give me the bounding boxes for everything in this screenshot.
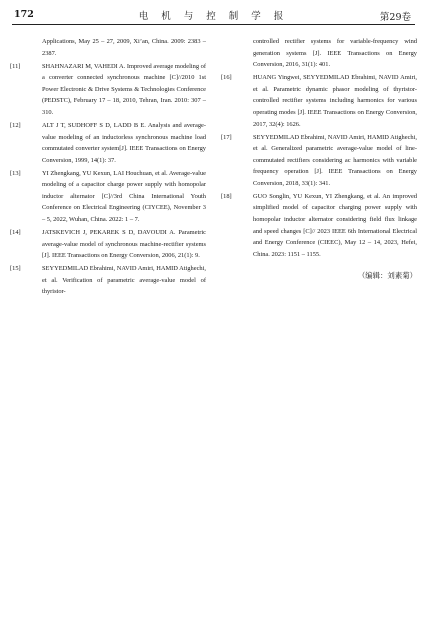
reference-number: [11] [10, 62, 21, 70]
page-header [0, 0, 427, 26]
reference-item [221, 191, 417, 261]
editor-credit: （编辑：刘素菊） [357, 271, 417, 281]
header-rule [12, 24, 415, 25]
reference-item [221, 132, 417, 190]
reference-item [10, 227, 206, 262]
reference-text: HUANG Yingwei, SEYYEDMILAD Ebrahimi, NAVID Amiri, et al. Parametric dynamic phasor modeling of thyristor-controlled rectifier systems including harmonics for various operating modes [J]. IEEE Transactions on Energy Conversion, 2017, 32(4): 1626. [253, 74, 417, 128]
reference-text: ALT J T, SUDHOFF S D, LADD B E. Analysis and average-value modeling of an inductorless synchronous machine load commutated converter system[J]. IEEE Transactions on Energy Conversion, 1999, 14(1): 37. [42, 121, 206, 164]
reference-number: [18] [221, 192, 232, 200]
reference-text: JATSKEVICH J, PEKAREK S D, DAVOUDI A. Parametric average-value model of synchronous machine-rectifier systems [J]. IEEE Transactions on Energy Conversion, 2006, 21(1): 9. [42, 229, 206, 260]
reference-continuation: Applications, May 25 – 27, 2009, Xi’an, China. 2009: 2383 – 2387. [42, 38, 206, 57]
reference-text: SEYYEDMILAD Ebrahimi, NAVID Amiri, HAMID Atighechi, et al. Verification of parametric average-value model of thyristor- [42, 265, 206, 296]
reference-number: [12] [10, 121, 21, 129]
journal-title: 电 机 与 控 制 学 报 [138, 11, 289, 22]
reference-item [10, 61, 206, 119]
reference-text: SHAHNAZARI M, VAHEDI A. Improved average modeling of a converter connected synchronous machine [C]//2010 1st Power Electronic & Drive Systems & Technologies Conference (PEDSTC), February 17 – 18, 2010, Tehran, Iran. 2010: 307 – 310. [42, 62, 206, 116]
reference-number: [17] [221, 133, 232, 141]
reference-text: SEYYEDMILAD Ebrahimi, NAVID Amiri, HAMID Atighechi, et al. Generalized parametric average-value model of line-commutated rectifiers considering ac harmonics with variable frequency operation [J]. IEEE Transactions on Energy Conversion, 2018, 33(1): 341. [253, 133, 417, 187]
reference-number: [16] [221, 74, 232, 82]
left-reference-column [10, 36, 206, 299]
page-number: 172 [14, 9, 34, 20]
reference-item [221, 72, 417, 130]
reference-text: YI Zhengkang, YU Kexun, LAI Houchuan, et al. Average-value modeling of a capacitor charge power supply with homopolar inductor alternator [C]//3rd China International Youth Conference on Electrical Engineering (CIYCEE), November 3 – 5, 2022, Wuhan, China. 2022: 1 – 7. [42, 169, 206, 224]
volume-label: 第29卷 [379, 12, 411, 23]
reference-number: [15] [10, 265, 21, 273]
editor-line [221, 264, 417, 282]
reference-number: [13] [10, 169, 21, 177]
reference-continuation: controlled rectifier systems for variable-frequency wind generation systems [J]. IEEE Transactions on Energy Conversion, 2016, 31(1): 401. [253, 38, 417, 69]
reference-item [10, 168, 206, 226]
reference-number: [14] [10, 229, 21, 237]
right-reference-column [221, 36, 417, 282]
reference-text: GUO Songlin, YU Kexun, YI Zhengkang, et al. An improved simplified model of capacitor charging power supply with homopolar inductor alternator considering field flux linkage and speed changes [C]// 2023 IEEE 6th International Electrical and Energy Conference (CIEEC), May 12 – 14, 2023, Hefei, China. 2023: 1151 – 1155. [253, 192, 417, 258]
reference-item [10, 263, 206, 298]
reference-item [10, 120, 206, 166]
